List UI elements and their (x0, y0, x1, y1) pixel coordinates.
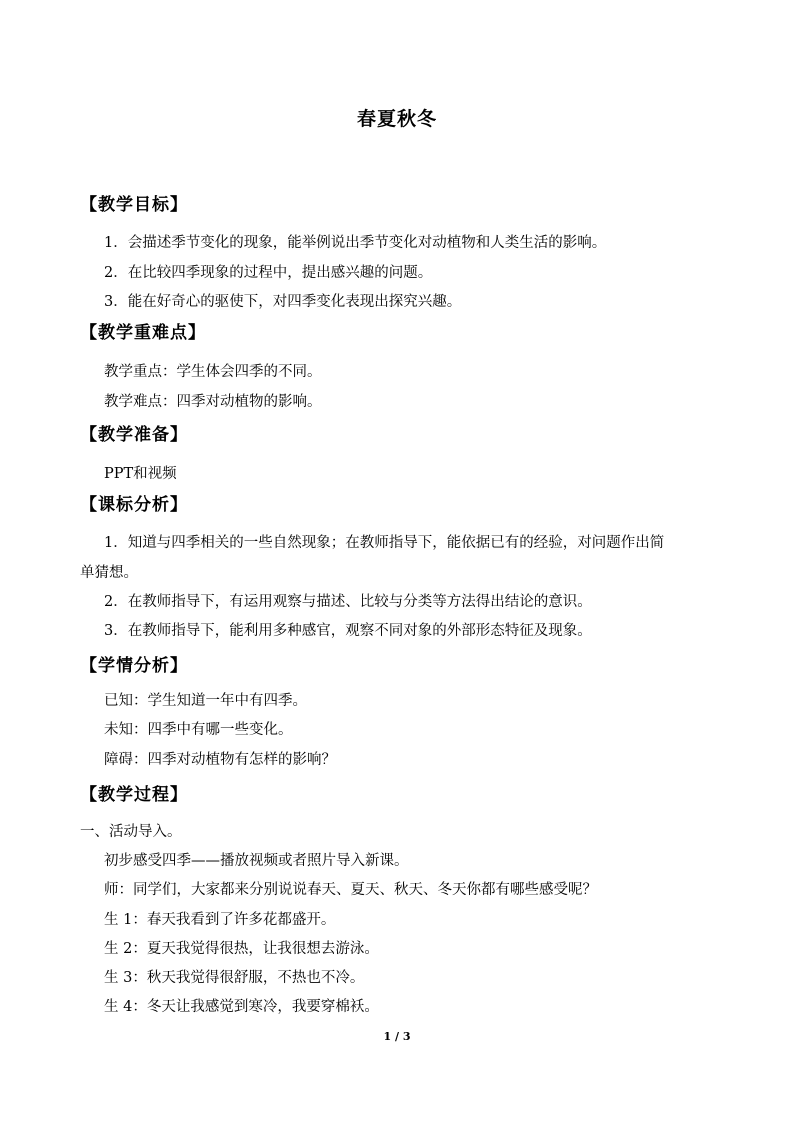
goals-item-3: 3．能在好奇心的驱使下，对四季变化表现出探究兴趣。 (104, 294, 462, 310)
students-item-3: 障碍：四季对动植物有怎样的影响？ (104, 752, 336, 768)
section-heading-process: 【教学过程】 (80, 785, 188, 805)
process-item-3: 师：同学们，大家都来分别说说春天、夏天、秋天、冬天你都有哪些感受呢？ (104, 882, 597, 898)
section-heading-key-points: 【教学重难点】 (80, 323, 206, 343)
process-item-7: 生 4：冬天让我感觉到寒冷，我要穿棉袄。 (104, 999, 379, 1015)
curriculum-item-3: 3．在教师指导下，能利用多种感官，观察不同对象的外部形态特征及现象。 (104, 623, 592, 639)
curriculum-item-1: 1．知道与四季相关的一些自然现象；在教师指导下，能依据已有的经验，对问题作出简 (104, 535, 665, 551)
section-heading-goals: 【教学目标】 (80, 195, 188, 215)
process-item-6: 生 3：秋天我觉得很舒服，不热也不冷。 (104, 970, 365, 986)
goals-item-1: 1．会描述季节变化的现象，能举例说出季节变化对动植物和人类生活的影响。 (104, 235, 607, 251)
section-heading-curriculum: 【课标分析】 (80, 495, 188, 515)
preparation-item-1: PPT和视频 (104, 466, 177, 482)
section-heading-preparation: 【教学准备】 (80, 425, 188, 445)
section-heading-students: 【学情分析】 (80, 656, 188, 676)
key-points-item-2: 教学难点：四季对动植物的影响。 (104, 394, 322, 410)
students-item-2: 未知：四季中有哪一些变化。 (104, 722, 293, 738)
goals-item-2: 2．在比较四季现象的过程中，提出感兴趣的问题。 (104, 265, 433, 281)
students-item-1: 已知：学生知道一年中有四季。 (104, 693, 307, 709)
process-item-5: 生 2：夏天我觉得很热，让我很想去游泳。 (104, 941, 379, 957)
process-item-1: 一、活动导入。 (80, 824, 182, 840)
curriculum-item-1-continued: 单猜想。 (80, 565, 138, 581)
curriculum-item-2: 2．在教师指导下，有运用观察与描述、比较与分类等方法得出结论的意识。 (104, 594, 592, 610)
process-item-4: 生 1：春天我看到了许多花都盛开。 (104, 912, 336, 928)
page-number: 1 / 3 (383, 1030, 411, 1043)
document-title: 春夏秋冬 (356, 108, 437, 130)
key-points-item-1: 教学重点：学生体会四季的不同。 (104, 364, 322, 380)
process-item-2: 初步感受四季——播放视频或者照片导入新课。 (104, 853, 409, 869)
